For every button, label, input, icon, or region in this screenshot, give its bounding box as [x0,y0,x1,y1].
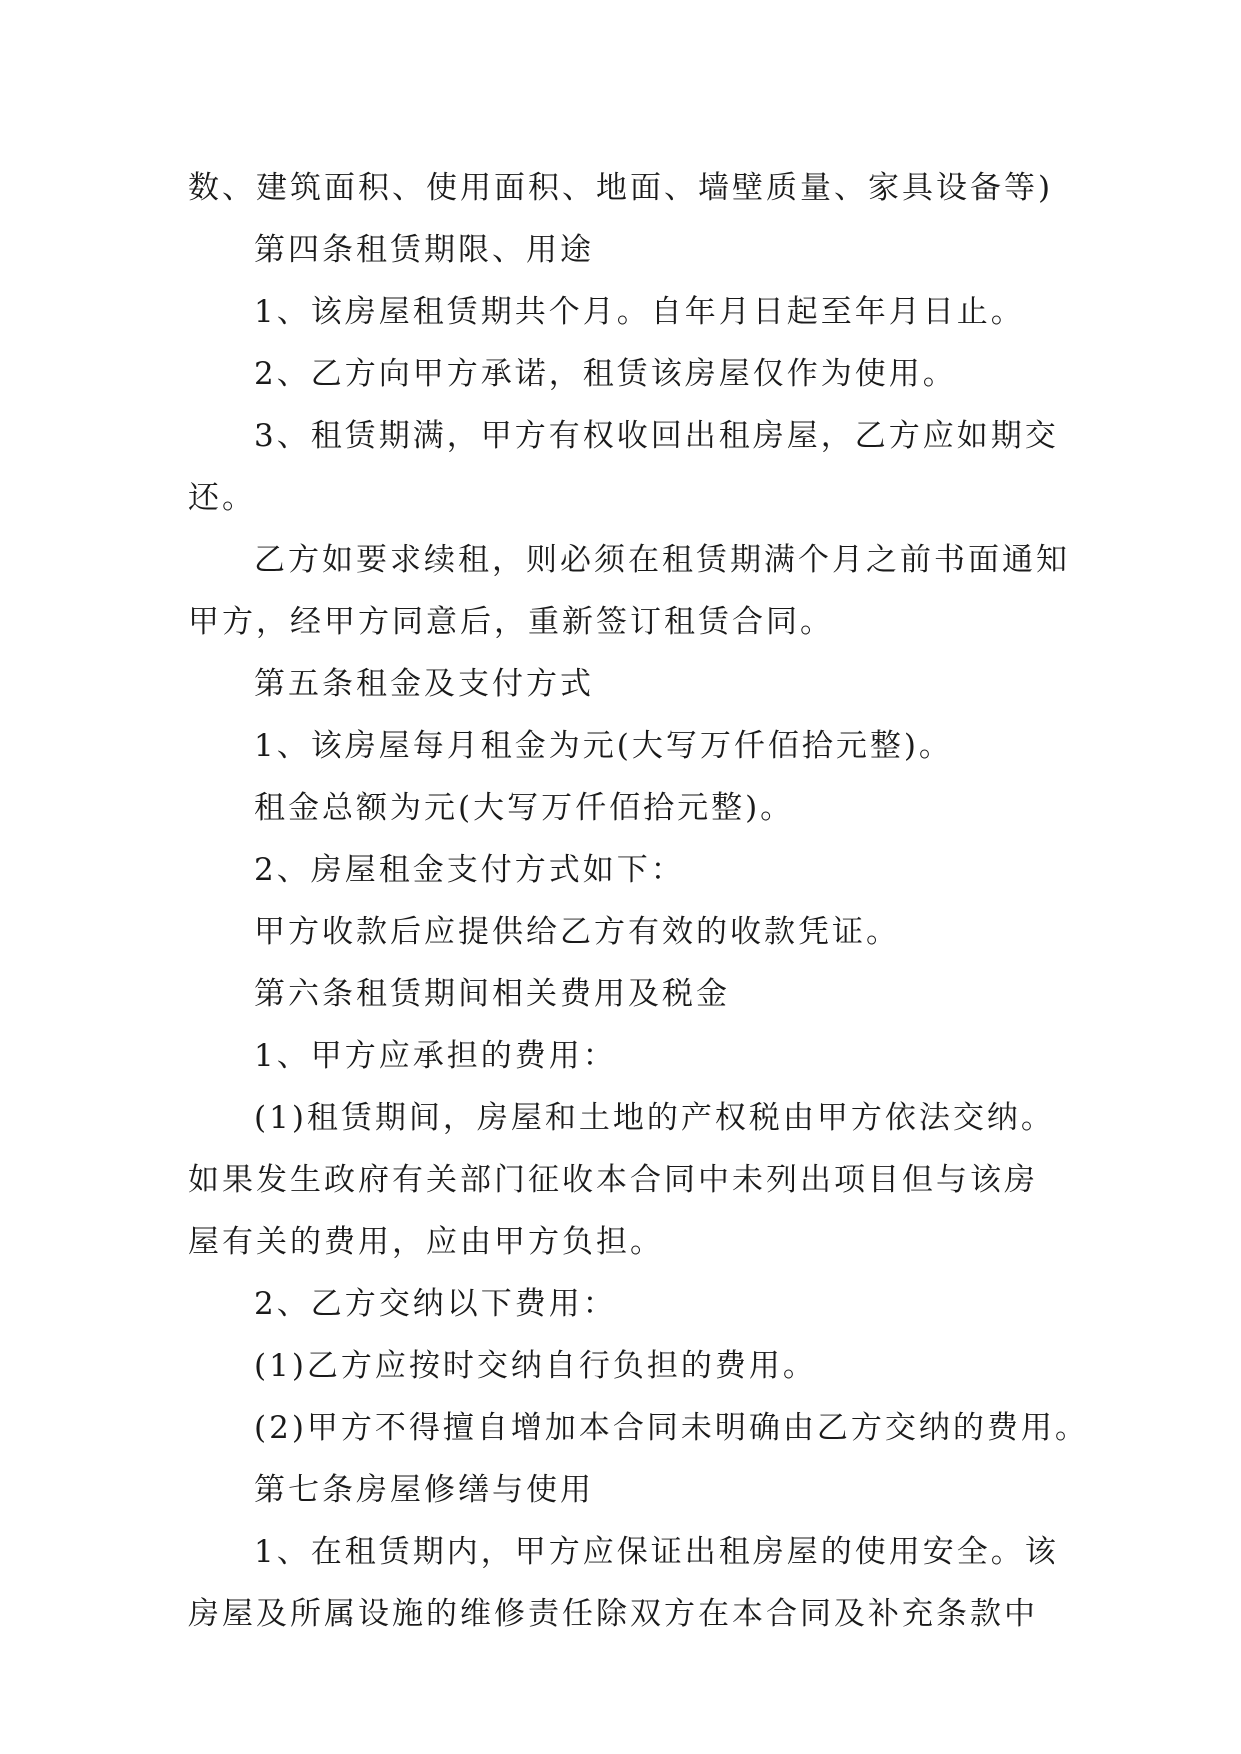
text-line: 1、甲方应承担的费用： [254,1038,617,1074]
section-heading: 第四条租赁期限、用途 [254,232,594,268]
text-line: (1)乙方应按时交纳自行负担的费用。 [254,1348,817,1384]
text-line: 房屋及所属设施的维修责任除双方在本合同及补充条款中 [188,1596,1038,1632]
text-line: 如果发生政府有关部门征收本合同中未列出项目但与该房 [188,1162,1038,1198]
section-heading: 第六条租赁期间相关费用及税金 [254,976,730,1012]
text-line: 1、在租赁期内，甲方应保证出租房屋的使用安全。该 [254,1534,1059,1570]
text-line: 2、乙方向甲方承诺，租赁该房屋仅作为使用。 [254,356,957,392]
text-line: 1、该房屋租赁期共个月。自年月日起至年月日止。 [254,294,1025,330]
text-line: 数、建筑面积、使用面积、地面、墙壁质量、家具设备等) [188,170,1054,206]
text-line: (1)租赁期间，房屋和土地的产权税由甲方依法交纳。 [254,1100,1055,1136]
text-line: 租金总额为元(大写万仟佰拾元整)。 [254,790,795,826]
text-line: 3、租赁期满，甲方有权收回出租房屋，乙方应如期交 [254,418,1059,454]
text-line: 乙方如要求续租，则必须在租赁期满个月之前书面通知 [254,542,1070,578]
text-line: 甲方收款后应提供给乙方有效的收款凭证。 [254,914,900,950]
text-line: 2、乙方交纳以下费用： [254,1286,617,1322]
section-heading: 第七条房屋修缮与使用 [254,1472,594,1508]
text-line: (2)甲方不得擅自增加本合同未明确由乙方交纳的费用。 [254,1410,1089,1446]
text-line: 甲方，经甲方同意后，重新签订租赁合同。 [188,604,834,640]
text-line: 2、房屋租金支付方式如下： [254,852,685,888]
text-line: 还。 [188,480,256,516]
document-body [188,157,1089,1645]
section-heading: 第五条租金及支付方式 [254,666,594,702]
text-line: 屋有关的费用，应由甲方负担。 [188,1224,664,1260]
text-line: 1、该房屋每月租金为元(大写万仟佰拾元整)。 [254,728,953,764]
